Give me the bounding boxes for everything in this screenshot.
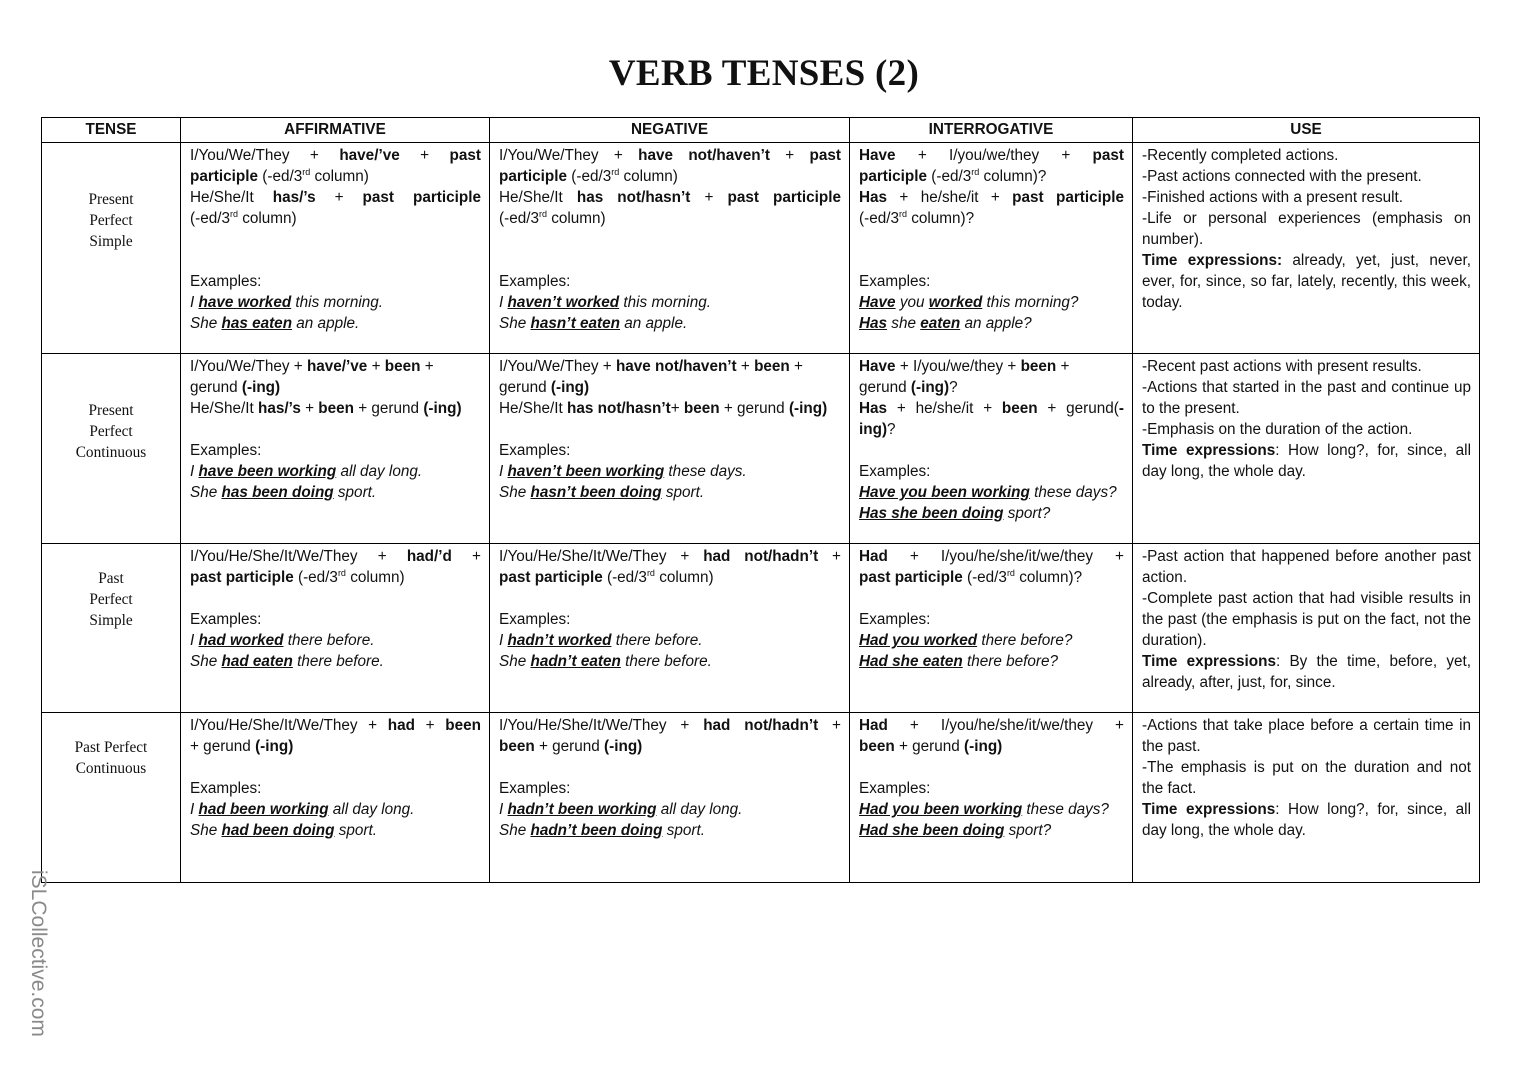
form-line: Had + I/you/he/she/it/we/they + xyxy=(859,548,1124,565)
form-line: He/She/It has/’s + past participle xyxy=(190,189,481,206)
examples-label: Examples: xyxy=(859,780,931,797)
examples-label: Examples: xyxy=(859,273,931,290)
form-line: been + gerund (-ing) xyxy=(859,738,1003,755)
examples-label: Examples: xyxy=(190,273,262,290)
use-cell xyxy=(1133,143,1480,354)
form-line: He/She/It has not/hasn’t + past participle xyxy=(499,189,842,206)
tense-name: Past Perfect Simple xyxy=(42,544,181,713)
form-line: I/You/He/She/It/We/They + had + been xyxy=(190,717,481,734)
form-line: I/You/We/They + have/’ve + past xyxy=(190,147,481,164)
example-sentence: I haven’t been working these days. xyxy=(499,463,747,480)
header-negative: NEGATIVE xyxy=(490,118,850,143)
examples-label: Examples: xyxy=(190,442,262,459)
negative-cell xyxy=(490,354,850,544)
tense-name: Present Perfect Simple xyxy=(42,143,181,354)
example-sentence: Had she been doing sport? xyxy=(859,822,1052,839)
interrogative-cell xyxy=(850,143,1133,354)
example-sentence: Had you been working these days? xyxy=(859,801,1109,818)
example-sentence: I had been working all day long. xyxy=(190,801,415,818)
examples-label: Examples: xyxy=(499,611,571,628)
header-tense: TENSE xyxy=(42,118,181,143)
form-line: I/You/We/They + have not/haven’t + past xyxy=(499,147,841,164)
example-sentence: She has eaten an apple. xyxy=(190,315,360,332)
negative-cell xyxy=(490,143,850,354)
interrogative-cell xyxy=(850,354,1133,544)
form-line: I/You/We/They + have not/haven’t + been + xyxy=(499,358,803,375)
example-sentence: I hadn’t worked there before. xyxy=(499,632,703,649)
form-line: Have + I/you/we/they + been + xyxy=(859,358,1070,375)
use-line: -Emphasis on the duration of the action. xyxy=(1142,421,1413,438)
use-line: -Actions that take place before a certain time in the past. xyxy=(1142,717,1471,755)
form-line: been + gerund (-ing) xyxy=(499,738,643,755)
form-line: I/You/We/They + have/’ve + been + xyxy=(190,358,434,375)
use-line: -Recent past actions with present results. xyxy=(1142,358,1422,375)
example-sentence: I have been working all day long. xyxy=(190,463,423,480)
form-line: I/You/He/She/It/We/They + had/’d + xyxy=(190,548,481,565)
table-row xyxy=(42,544,1480,713)
example-sentence: Have you worked this morning? xyxy=(859,294,1079,311)
form-line: gerund (-ing) xyxy=(190,379,281,396)
example-sentence: She hasn’t eaten an apple. xyxy=(499,315,688,332)
example-sentence: She hasn’t been doing sport. xyxy=(499,484,705,501)
example-sentence: Had she eaten there before? xyxy=(859,653,1058,670)
use-line: -Finished actions with a present result. xyxy=(1142,189,1404,206)
form-line: past participle (-ed/3rd column) xyxy=(499,568,714,586)
interrogative-cell xyxy=(850,713,1133,883)
use-line: -Past action that happened before another past action. xyxy=(1142,548,1471,586)
tense-name: Present Perfect Continuous xyxy=(42,354,181,544)
affirmative-cell xyxy=(181,544,490,713)
time-expressions: Time expressions: already, yet, just, never, ever, for, since, so far, lately, recently, this week, today. xyxy=(1142,252,1471,311)
example-sentence: She hadn’t been doing sport. xyxy=(499,822,705,839)
use-line: -Past actions connected with the present. xyxy=(1142,168,1422,185)
form-line: (-ed/3rd column)? xyxy=(859,209,975,227)
use-line: -Actions that started in the past and continue up to the present. xyxy=(1142,379,1471,417)
example-sentence: She has been doing sport. xyxy=(190,484,377,501)
watermark: iSLCollective.com xyxy=(27,870,50,1037)
examples-label: Examples: xyxy=(859,463,931,480)
use-line: -Recently completed actions. xyxy=(1142,147,1339,164)
use-cell xyxy=(1133,713,1480,883)
examples-label: Examples: xyxy=(499,780,571,797)
form-line: Has + he/she/it + past participle xyxy=(859,189,1124,206)
form-line: (-ed/3rd column) xyxy=(499,209,606,227)
header-row xyxy=(42,118,1480,143)
example-sentence: Has she been doing sport? xyxy=(859,505,1051,522)
form-line: past participle (-ed/3rd column) xyxy=(190,568,405,586)
example-sentence: Has she eaten an apple? xyxy=(859,315,1032,332)
use-line: -The emphasis is put on the duration and not the fact. xyxy=(1142,759,1471,797)
form-line: He/She/It has not/hasn’t+ been + gerund (-ing) xyxy=(499,400,828,417)
example-sentence: I had worked there before. xyxy=(190,632,375,649)
negative-cell xyxy=(490,713,850,883)
negative-cell xyxy=(490,544,850,713)
header-use: USE xyxy=(1133,118,1480,143)
example-sentence: I hadn’t been working all day long. xyxy=(499,801,743,818)
time-expressions: Time expressions: How long?, for, since, all day long, the whole day. xyxy=(1142,801,1471,839)
form-line: past participle (-ed/3rd column)? xyxy=(859,568,1083,586)
tense-name: Past Perfect Continuous xyxy=(42,713,181,883)
form-line: Have + I/you/we/they + past xyxy=(859,147,1124,164)
example-sentence: She had eaten there before. xyxy=(190,653,384,670)
form-line: (-ed/3rd column) xyxy=(190,209,297,227)
example-sentence: I have worked this morning. xyxy=(190,294,383,311)
form-line: + gerund (-ing) xyxy=(190,738,294,755)
page-title: VERB TENSES (2) xyxy=(608,53,920,94)
table-row xyxy=(42,143,1480,354)
examples-label: Examples: xyxy=(859,611,931,628)
time-expressions: Time expressions: By the time, before, yet, already, after, just, for, since. xyxy=(1142,653,1471,691)
example-sentence: She hadn’t eaten there before. xyxy=(499,653,712,670)
affirmative-cell xyxy=(181,143,490,354)
form-line: He/She/It has/’s + been + gerund (-ing) xyxy=(190,400,462,417)
use-cell xyxy=(1133,354,1480,544)
header-interrogative: INTERROGATIVE xyxy=(850,118,1133,143)
form-line: I/You/He/She/It/We/They + had not/hadn’t + xyxy=(499,548,841,565)
affirmative-cell xyxy=(181,354,490,544)
use-line: -Complete past action that had visible results in the past (the emphasis is put on the fact, not the duration). xyxy=(1142,590,1471,649)
affirmative-cell xyxy=(181,713,490,883)
form-line: participle (-ed/3rd column)? xyxy=(859,167,1047,185)
use-cell xyxy=(1133,544,1480,713)
examples-label: Examples: xyxy=(499,273,571,290)
table-row xyxy=(42,713,1480,883)
form-line: Has + he/she/it + been + gerund(- xyxy=(859,400,1124,417)
table-row xyxy=(42,354,1480,544)
header-affirmative: AFFIRMATIVE xyxy=(181,118,490,143)
form-line: I/You/He/She/It/We/They + had not/hadn’t + xyxy=(499,717,841,734)
form-line: participle (-ed/3rd column) xyxy=(190,167,369,185)
interrogative-cell xyxy=(850,544,1133,713)
form-line: ing)? xyxy=(859,421,896,438)
form-line: gerund (-ing) xyxy=(499,379,590,396)
examples-label: Examples: xyxy=(190,780,262,797)
examples-label: Examples: xyxy=(190,611,262,628)
form-line: Had + I/you/he/she/it/we/they + xyxy=(859,717,1124,734)
example-sentence: Had you worked there before? xyxy=(859,632,1073,649)
time-expressions: Time expressions: How long?, for, since, all day long, the whole day. xyxy=(1142,442,1471,480)
form-line: gerund (-ing)? xyxy=(859,379,958,396)
form-line: participle (-ed/3rd column) xyxy=(499,167,678,185)
example-sentence: I haven’t worked this morning. xyxy=(499,294,711,311)
example-sentence: She had been doing sport. xyxy=(190,822,378,839)
verb-tenses-table xyxy=(41,117,1480,883)
examples-label: Examples: xyxy=(499,442,571,459)
example-sentence: Have you been working these days? xyxy=(859,484,1117,501)
use-line: -Life or personal experiences (emphasis on number). xyxy=(1142,210,1471,248)
